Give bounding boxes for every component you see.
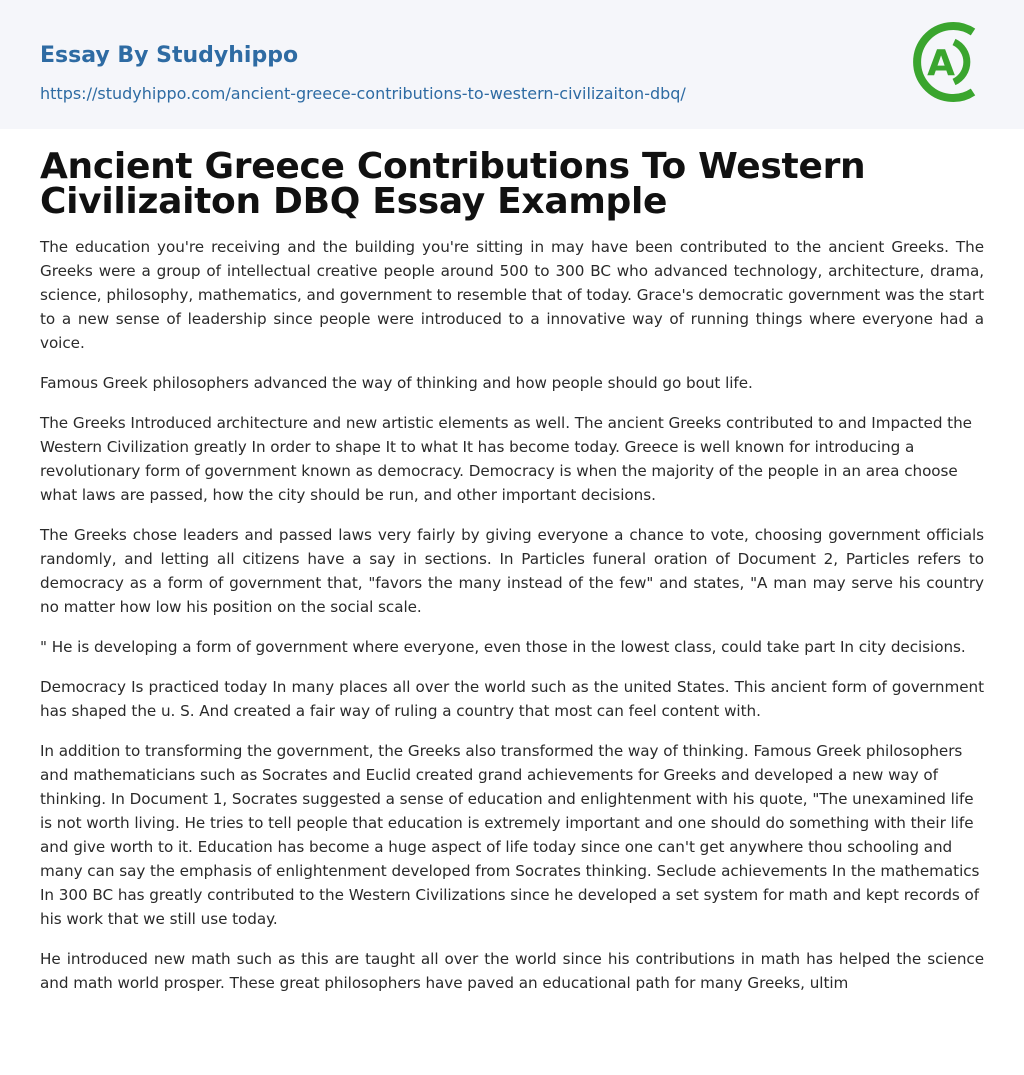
site-title[interactable]: Essay By Studyhippo	[40, 43, 299, 68]
site-header	[0, 0, 1024, 129]
essay-paragraph-3: The Greeks Introduced architecture and new artistic elements as well. The ancient Greeks contributed to and Impacted the Western Civilization greatly In order to shape It to what It has become today. Greece is well known for introducing a revolutionary form of government known as democracy. Democracy is when the majority of the people in an area choose what laws are passed, how the city should be run, and other important decisions.	[40, 414, 972, 504]
essay-paragraph-2: Famous Greek philosophers advanced the way of thinking and how people should go bout life.	[40, 374, 753, 392]
page-title	[40, 129, 984, 222]
studyhippo-logo-icon[interactable]	[910, 18, 988, 106]
page-url-link[interactable]: https://studyhippo.com/ancient-greece-contributions-to-western-civilizaiton-dbq/	[40, 84, 686, 103]
article	[0, 129, 1024, 995]
essay-body	[40, 235, 984, 995]
essay-paragraph-8: He introduced new math such as this are taught all over the world since his contributions in math has helped the science and math world prosper. These great philosophers have paved an educational path for many Greeks, ultim	[40, 950, 984, 992]
essay-paragraph-7: In addition to transforming the government, the Greeks also transformed the way of thinking. Famous Greek philosophers and mathematicians such as Socrates and Euclid created grand achievements for Greeks and developed a new way of thinking. In Document 1, Socrates suggested a sense of education and enlightenment with his quote, "The unexamined life is not worth living. He tries to tell people that education is extremely important and one should do something with their life and give worth to it. Education has become a huge aspect of life today since one can't get anywhere thou schooling and many can say the emphasis of enlightenment developed from Socrates thinking. Seclude achievements In the mathematics In 300 BC has greatly contributed to the Western Civilizations since he developed a set system for math and kept records of his work that we still use today.	[40, 742, 980, 928]
essay-paragraph-6: Democracy Is practiced today In many places all over the world such as the united States. This ancient form of government has shaped the u. S. And created a fair way of ruling a country that most can feel content with.	[40, 678, 984, 720]
essay-paragraph-5: " He is developing a form of government where everyone, even those in the lowest class, could take part In city decisions.	[40, 638, 966, 656]
essay-paragraph-4: The Greeks chose leaders and passed laws very fairly by giving everyone a chance to vote, choosing government officials randomly, and letting all citizens have a say in sections. In Particles funeral oration of Document 2, Particles refers to democracy as a form of government that, "favors the many instead of the few" and states, "A man may serve his country no matter how low his position on the social scale.	[40, 526, 984, 616]
page-title-line-1: Ancient Greece Contributions To Western	[40, 146, 866, 187]
page-title-line-2: Civilizaiton DBQ Essay Example	[40, 181, 668, 222]
essay-paragraph-1: The education you're receiving and the building you're sitting in may have been contributed to the ancient Greeks. The Greeks were a group of intellectual creative people around 500 to 300 BC who advanced technology, architecture, drama, science, philosophy, mathematics, and government to resemble that of today. Grace's democratic government was the start to a new sense of leadership since people were introduced to a innovative way of running things where everyone had a voice.	[40, 238, 984, 352]
logo-letter: A	[927, 43, 955, 84]
